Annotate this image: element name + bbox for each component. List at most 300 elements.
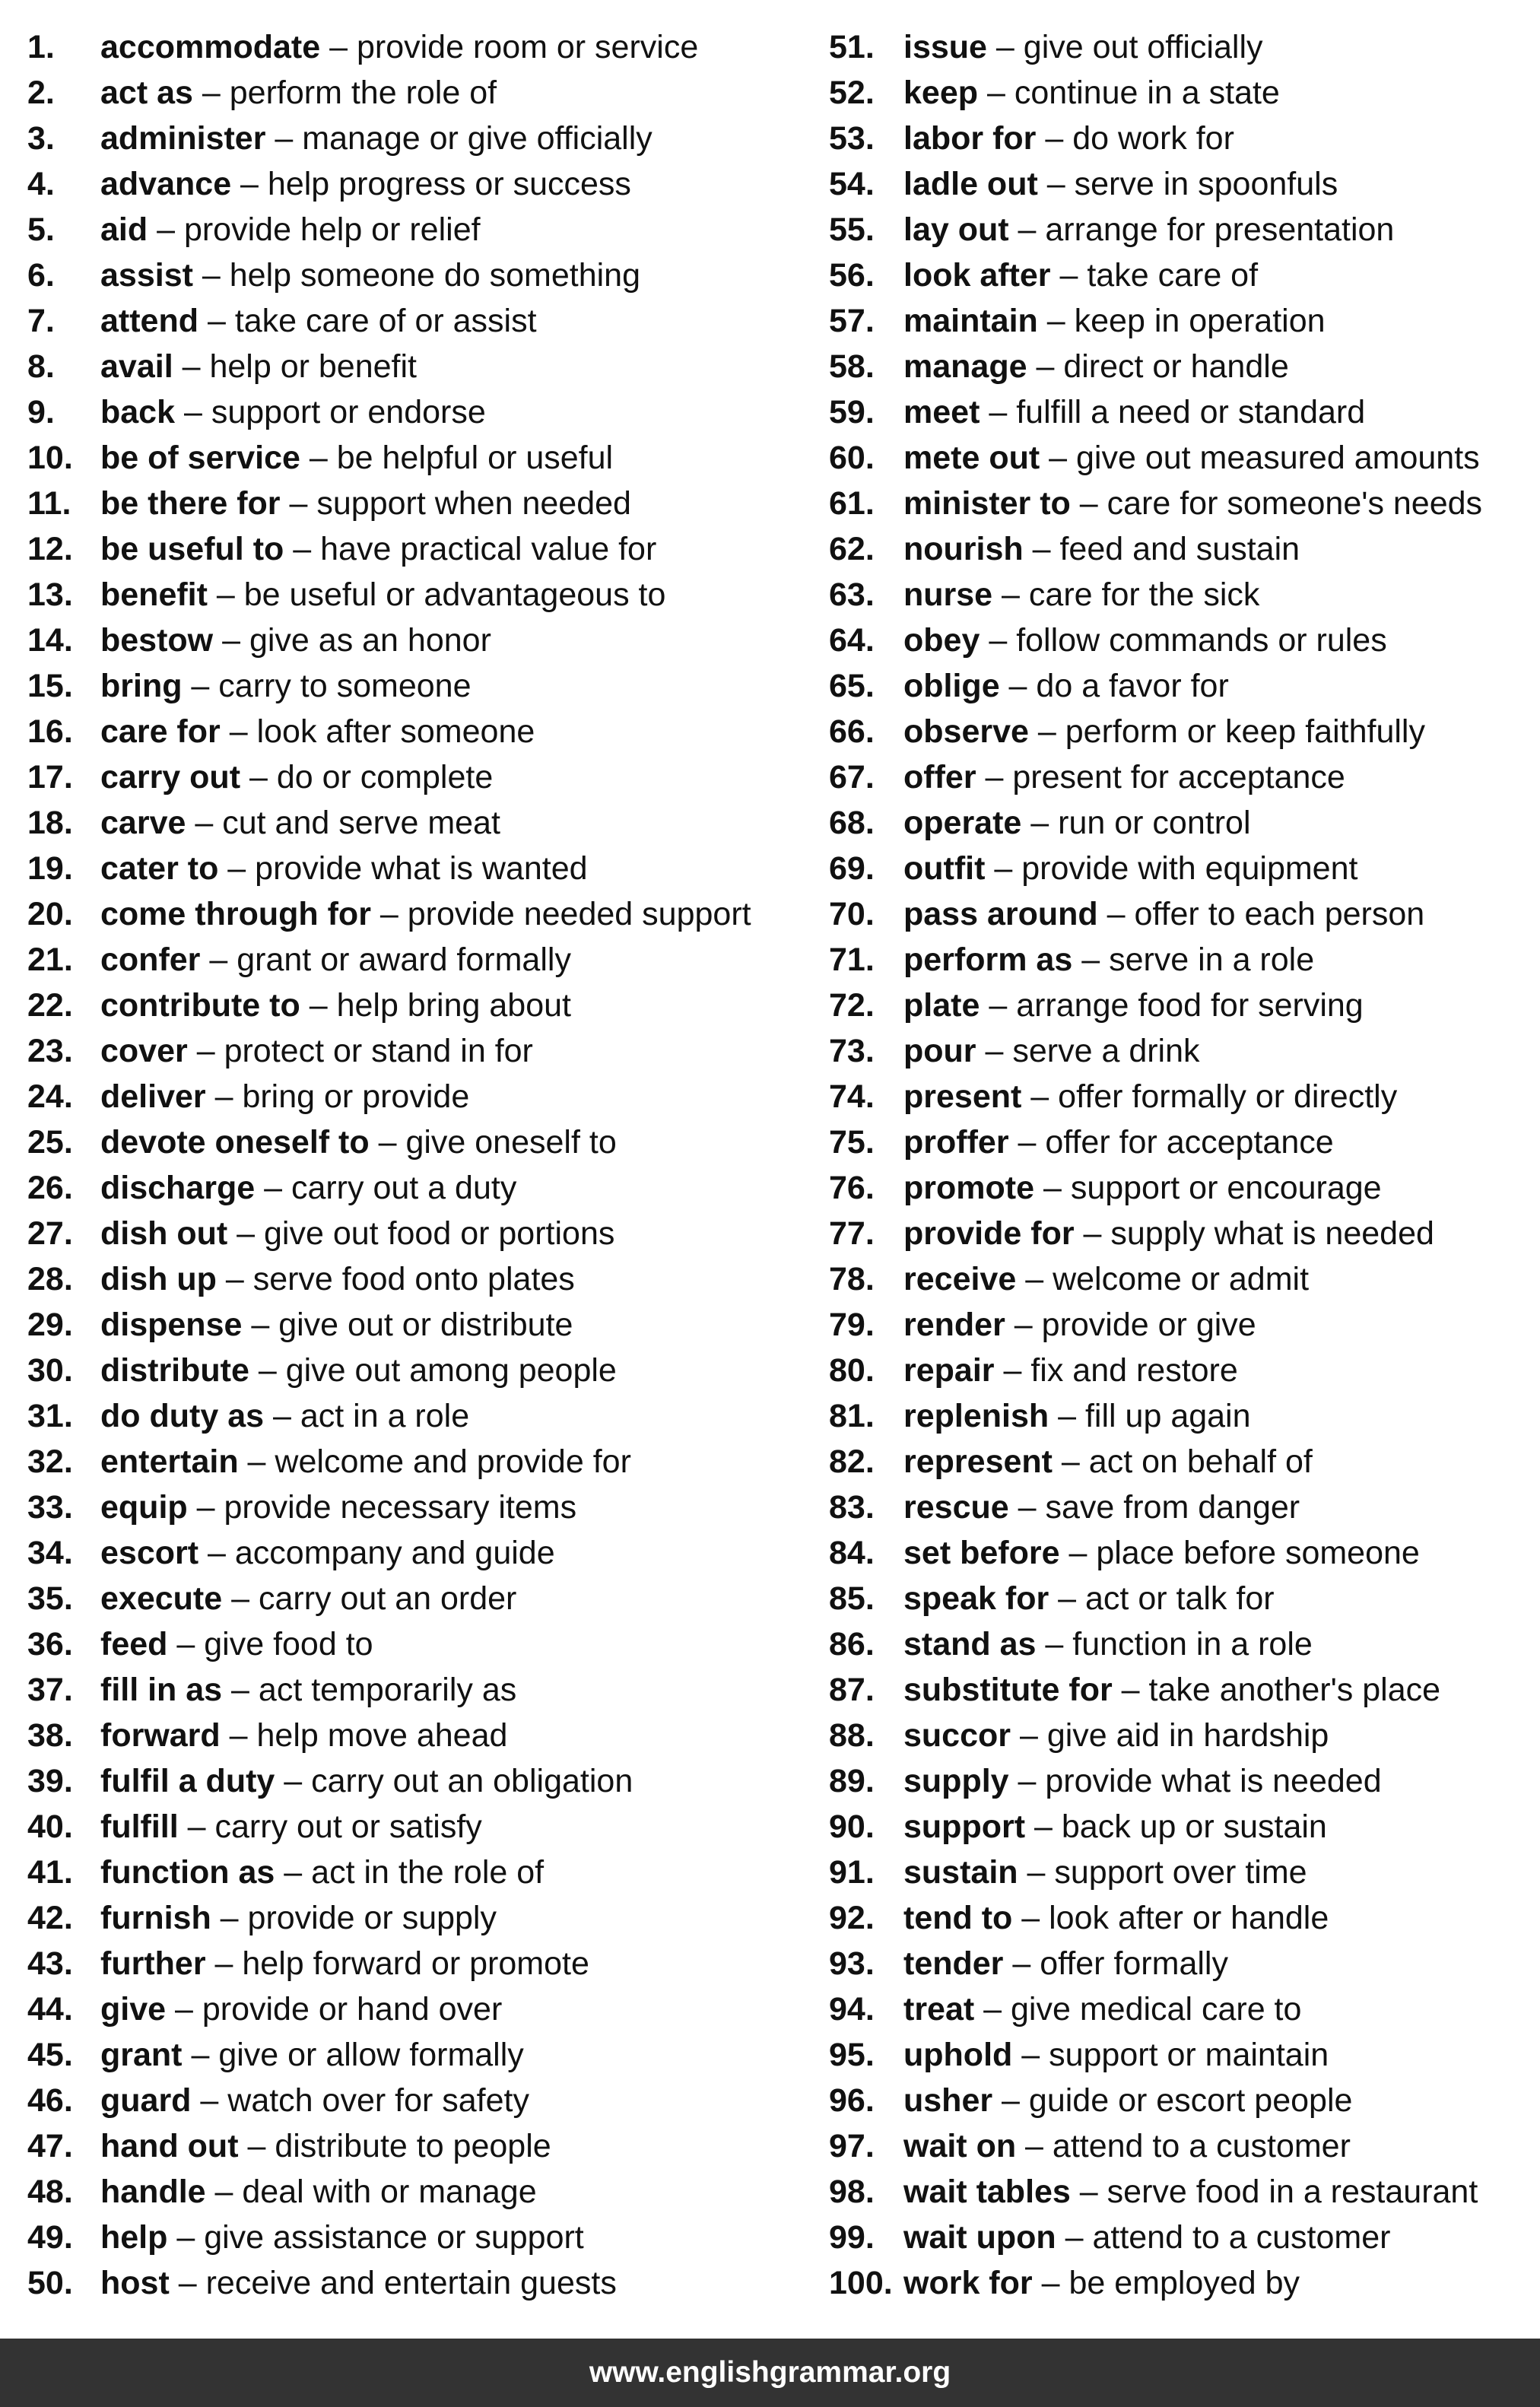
entry-number: 33. [27,1489,73,1526]
entry-definition: run or control [1058,805,1251,841]
entry-number: 36. [27,1626,73,1662]
entry-term: avail [100,348,173,385]
entry-separator: – [169,2265,206,2301]
entry-separator: – [186,805,223,841]
entry-separator: – [148,211,184,248]
entry-term: benefit [100,576,208,613]
entry-number: 66. [829,713,875,750]
entry-separator: – [231,166,268,202]
entry-definition: care for someone's needs [1107,485,1483,522]
entry-separator: – [249,1352,286,1389]
entry-separator: – [211,1900,248,1936]
entry-separator: – [1059,1535,1097,1571]
entry-term: bring [100,668,183,704]
entry-definition: give out or distribute [278,1307,573,1343]
entry-separator: – [1040,440,1076,476]
entry-number: 74. [829,1078,875,1115]
footer-url[interactable]: www.englishgrammar.org [589,2356,951,2389]
entry-term: provide for [903,1215,1075,1252]
entry-definition: give as an honor [249,622,491,659]
entry-definition: support when needed [316,485,631,522]
entry-separator: – [369,1124,406,1161]
entry-separator: – [974,1991,1011,2028]
entry-term: oblige [903,668,1000,704]
entry-definition: perform or keep faithfully [1065,713,1425,750]
entry-number: 7. [27,303,55,339]
entry-number: 65. [829,668,875,704]
entry-definition: direct or handle [1063,348,1289,385]
list-item [829,252,1540,298]
list-item [829,983,1540,1028]
entry-separator: – [980,622,1017,659]
entry-term: back [100,394,176,430]
list-item [829,1804,1540,1850]
entry-definition: take another's place [1148,1672,1441,1708]
entry-separator: – [207,576,244,613]
entry-term: observe [903,713,1029,750]
entry-definition: take care of [1087,257,1259,294]
entry-term: ladle out [903,166,1038,202]
list-item [27,1302,795,1348]
entry-separator: – [238,2128,275,2164]
entry-number: 3. [27,120,55,157]
entry-definition: arrange for presentation [1045,211,1395,248]
entry-separator: – [980,987,1017,1024]
entry-separator: – [255,1170,291,1206]
list-item [829,2169,1540,2215]
list-item [27,1667,795,1713]
list-item [829,1986,1540,2032]
word-list-column-right [829,24,1540,2306]
entry-definition: act in the role of [311,1854,545,1891]
entry-separator: – [1021,1078,1059,1115]
entry-term: come through for [100,896,371,932]
entry-term: present [903,1078,1022,1115]
entry-term: perform as [903,942,1073,978]
entry-definition: serve in a role [1109,942,1315,978]
entry-number: 54. [829,166,875,202]
list-item [27,1713,795,1758]
list-item [829,891,1540,937]
entry-definition: carry to someone [218,668,472,704]
entry-definition: help or benefit [209,348,417,385]
list-item [27,2078,795,2123]
list-item [27,1941,795,1986]
entry-definition: serve food onto plates [252,1261,575,1297]
list-item [829,1621,1540,1667]
entry-separator: – [275,1763,312,1799]
list-item [829,1895,1540,1941]
entry-number: 39. [27,1763,73,1799]
entry-number: 95. [829,2037,875,2073]
entry-separator: – [999,668,1037,704]
entry-term: bestow [100,622,214,659]
list-item [27,2032,795,2078]
entry-term: tender [903,1945,1004,1982]
entry-term: deliver [100,1078,206,1115]
entry-term: rescue [903,1489,1009,1526]
entry-separator: – [220,713,257,750]
list-item [27,70,795,116]
entry-separator: – [242,1307,279,1343]
list-item [27,1850,795,1895]
list-item [27,754,795,800]
entry-number: 49. [27,2219,73,2256]
entry-number: 80. [829,1352,875,1389]
list-item [27,618,795,663]
entry-definition: take care of or assist [234,303,537,339]
entry-separator: – [320,29,357,65]
entry-separator: – [1074,1215,1111,1252]
entry-number: 1. [27,29,55,65]
list-item [829,1576,1540,1621]
entry-term: proffer [903,1124,1009,1161]
entry-separator: – [994,1352,1031,1389]
entry-term: discharge [100,1170,256,1206]
entry-separator: – [265,120,303,157]
entry-definition: provide what is wanted [255,850,588,887]
entry-separator: – [1049,1398,1085,1434]
entry-term: offer [903,759,976,795]
entry-definition: help move ahead [256,1717,508,1754]
entry-number: 42. [27,1900,73,1936]
list-item [829,618,1540,663]
entry-separator: – [986,29,1024,65]
entry-separator: – [191,2082,228,2119]
entry-separator: – [1070,485,1107,522]
entry-term: feed [100,1626,168,1662]
entry-definition: be useful or advantageous to [243,576,666,613]
list-item [829,1850,1540,1895]
entry-definition: protect or stand in for [224,1033,533,1069]
entry-separator: – [1032,2265,1069,2301]
entry-number: 41. [27,1854,73,1891]
entry-term: give [100,1991,167,2028]
entry-term: lay out [903,211,1009,248]
entry-definition: back up or sustain [1061,1808,1327,1845]
entry-number: 87. [829,1672,875,1708]
list-item [27,891,795,937]
entry-definition: do a favor for [1036,668,1229,704]
entry-definition: provide or supply [247,1900,497,1936]
entry-term: function as [100,1854,275,1891]
entry-term: distribute [100,1352,249,1389]
entry-separator: – [275,1854,312,1891]
entry-separator: – [1037,303,1075,339]
list-item [829,24,1540,70]
entry-separator: – [222,1580,259,1617]
entry-term: be useful to [100,531,284,567]
list-item [829,1256,1540,1302]
entry-definition: supply what is needed [1110,1215,1434,1252]
entry-definition: arrange food for serving [1016,987,1364,1024]
entry-definition: attend to a customer [1052,2128,1351,2164]
entry-term: treat [903,1991,975,2028]
entry-term: handle [100,2174,206,2210]
entry-term: outfit [903,850,986,887]
entry-number: 6. [27,257,55,294]
entry-number: 94. [829,1991,875,2028]
list-item [27,1165,795,1211]
entry-separator: – [220,1717,257,1754]
list-item [27,252,795,298]
entry-term: obey [903,622,980,659]
entry-term: aid [100,211,148,248]
entry-number: 44. [27,1991,73,2028]
entry-separator: – [976,1033,1013,1069]
entry-definition: help bring about [336,987,571,1024]
entry-number: 12. [27,531,73,567]
list-item [829,1393,1540,1439]
entry-separator: – [1018,1854,1055,1891]
entry-term: nourish [903,531,1024,567]
entry-separator: – [1021,805,1059,841]
entry-number: 67. [829,759,875,795]
list-item [27,1621,795,1667]
entry-number: 88. [829,1717,875,1754]
entry-number: 16. [27,713,73,750]
entry-term: substitute for [903,1672,1113,1708]
entry-separator: – [976,759,1013,795]
list-item [27,1211,795,1256]
entry-term: dish out [100,1215,228,1252]
entry-term: grant [100,2037,183,2073]
list-item [27,1758,795,1804]
list-item [27,116,795,161]
list-item [27,1393,795,1439]
list-item [829,1439,1540,1485]
entry-number: 92. [829,1900,875,1936]
entry-definition: give out food or portions [264,1215,615,1252]
entry-term: sustain [903,1854,1018,1891]
list-item [829,1028,1540,1074]
word-list-column-left [27,24,795,2306]
entry-definition: save from danger [1045,1489,1300,1526]
entry-term: cover [100,1033,188,1069]
list-item [829,1119,1540,1165]
entry-number: 15. [27,668,73,704]
entry-definition: act or talk for [1085,1580,1275,1617]
entry-term: usher [903,2082,993,2119]
entry-definition: place before someone [1096,1535,1420,1571]
entry-term: wait upon [903,2219,1056,2256]
entry-definition: offer for acceptance [1045,1124,1334,1161]
entry-number: 71. [829,942,875,978]
list-item [27,1119,795,1165]
entry-number: 10. [27,440,73,476]
entry-definition: carry out an order [258,1580,517,1617]
entry-number: 57. [829,303,875,339]
entry-definition: welcome and provide for [275,1443,631,1480]
entry-term: operate [903,805,1022,841]
entry-separator: – [167,2219,205,2256]
entry-definition: follow commands or rules [1016,622,1387,659]
entry-term: assist [100,257,193,294]
entry-separator: – [1023,531,1060,567]
entry-term: administer [100,120,266,157]
list-item [27,161,795,207]
entry-number: 78. [829,1261,875,1297]
entry-term: contribute to [100,987,300,1024]
entry-number: 25. [27,1124,73,1161]
entry-term: fulfill [100,1808,179,1845]
list-item [27,24,795,70]
entry-separator: – [187,1489,224,1526]
entry-number: 61. [829,485,875,522]
list-item [27,846,795,891]
entry-number: 98. [829,2174,875,2210]
entry-separator: – [985,850,1022,887]
list-item [829,2123,1540,2169]
entry-term: look after [903,257,1051,294]
list-item [829,389,1540,435]
entry-term: carry out [100,759,241,795]
entry-definition: support or endorse [211,394,486,430]
list-item [27,663,795,709]
entry-separator: – [1036,1626,1073,1662]
entry-separator: – [1005,1307,1042,1343]
entry-term: nurse [903,576,993,613]
entry-definition: serve in spoonfuls [1074,166,1338,202]
entry-term: attend [100,303,198,339]
entry-separator: – [166,1991,202,2028]
entry-term: promote [903,1170,1034,1206]
entry-term: pour [903,1033,976,1069]
entry-term: meet [903,394,980,430]
list-item [829,1074,1540,1119]
entry-term: furnish [100,1900,211,1936]
entry-number: 97. [829,2128,875,2164]
entry-definition: look after someone [256,713,535,750]
entry-definition: deal with or manage [242,2174,537,2210]
entry-number: 28. [27,1261,73,1297]
entry-definition: support or encourage [1070,1170,1382,1206]
list-item [27,572,795,618]
entry-term: plate [903,987,980,1024]
entry-definition: carry out an obligation [311,1763,633,1799]
entry-number: 60. [829,440,875,476]
entry-term: speak for [903,1580,1049,1617]
entry-separator: – [1008,1124,1046,1161]
entry-number: 19. [27,850,73,887]
list-item [829,161,1540,207]
entry-separator: – [192,75,230,111]
entry-term: cater to [100,850,219,887]
entry-separator: – [173,348,210,385]
entry-definition: offer to each person [1134,896,1425,932]
entry-number: 58. [829,348,875,385]
entry-definition: grant or award formally [237,942,571,978]
entry-definition: look after or handle [1049,1900,1329,1936]
entry-definition: fix and restore [1030,1352,1238,1389]
entry-number: 47. [27,2128,73,2164]
list-item [829,2215,1540,2260]
entry-term: host [100,2265,170,2301]
entry-number: 89. [829,1763,875,1799]
entry-term: further [100,1945,206,1982]
entry-term: equip [100,1489,188,1526]
list-item [829,2260,1540,2306]
entry-definition: present for acceptance [1012,759,1345,795]
list-item [27,1028,795,1074]
entry-definition: act on behalf of [1088,1443,1313,1480]
entry-number: 35. [27,1580,73,1617]
entry-definition: support or maintain [1049,2037,1329,2073]
list-item [27,2123,795,2169]
entry-number: 76. [829,1170,875,1206]
entry-definition: watch over for safety [227,2082,529,2119]
entry-number: 83. [829,1489,875,1526]
entry-number: 50. [27,2265,73,2301]
entry-number: 2. [27,75,55,111]
entry-definition: do or complete [276,759,494,795]
entry-number: 43. [27,1945,73,1982]
list-item [829,1211,1540,1256]
entry-separator: – [1025,1808,1062,1845]
entry-separator: – [182,668,219,704]
entry-number: 68. [829,805,875,841]
entry-separator: – [1008,1489,1046,1526]
list-item [27,1256,795,1302]
list-item [27,1074,795,1119]
entry-definition: care for the sick [1028,576,1260,613]
entry-term: succor [903,1717,1011,1754]
list-item [829,663,1540,709]
entry-separator: – [1008,211,1046,248]
entry-number: 82. [829,1443,875,1480]
entry-definition: welcome or admit [1053,1261,1310,1297]
list-item [829,70,1540,116]
list-item [829,207,1540,252]
entry-definition: provide help or relief [183,211,481,248]
entry-term: forward [100,1717,221,1754]
entry-separator: – [1097,896,1135,932]
entry-definition: provide or hand over [202,1991,503,2028]
entry-number: 38. [27,1717,73,1754]
entry-definition: be helpful or useful [336,440,614,476]
list-item [829,526,1540,572]
entry-definition: offer formally [1040,1945,1228,1982]
entry-number: 79. [829,1307,875,1343]
list-item [27,298,795,344]
entry-separator: – [192,257,230,294]
entry-number: 13. [27,576,73,613]
entry-number: 8. [27,348,55,385]
entry-definition: perform the role of [229,75,497,111]
entry-term: carve [100,805,186,841]
entry-number: 91. [829,1854,875,1891]
list-item [829,1302,1540,1348]
entry-number: 37. [27,1672,73,1708]
entry-term: supply [903,1763,1009,1799]
entry-term: fulfil a duty [100,1763,275,1799]
entry-separator: – [1028,713,1065,750]
entry-number: 70. [829,896,875,932]
entry-number: 77. [829,1215,875,1252]
entry-separator: – [182,2037,219,2073]
list-item [27,435,795,481]
entry-separator: – [284,531,321,567]
entry-term: devote oneself to [100,1124,370,1161]
entry-definition: offer formally or directly [1058,1078,1398,1115]
list-item [27,344,795,389]
entry-term: be of service [100,440,300,476]
entry-separator: – [1052,1443,1089,1480]
entry-definition: provide with equipment [1021,850,1358,887]
entry-definition: help forward or promote [242,1945,589,1982]
entry-separator: – [240,759,277,795]
entry-separator: – [238,1443,275,1480]
